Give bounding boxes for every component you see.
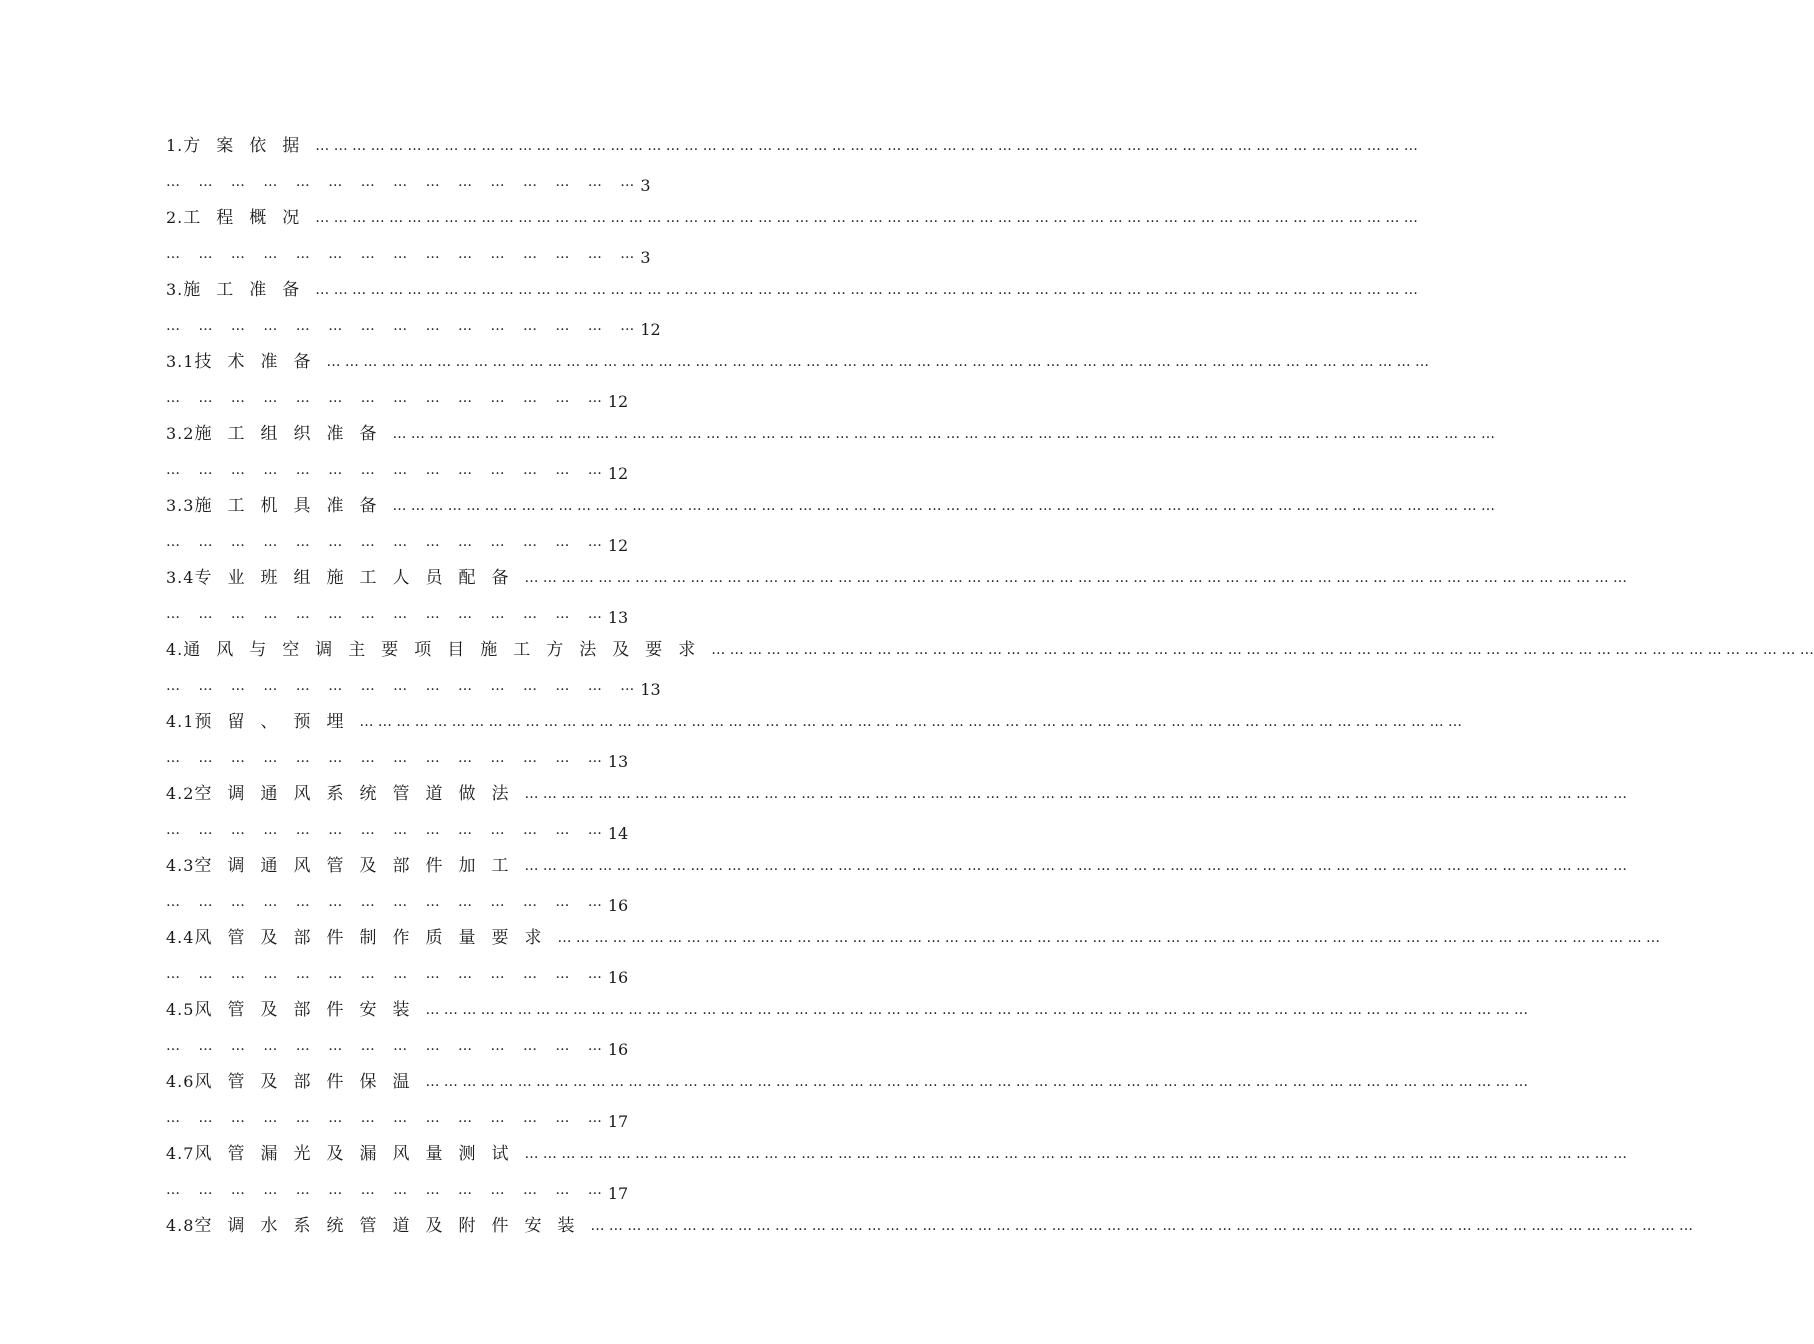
toc-entry-title: 施工组织准备 (194, 424, 393, 444)
toc-entry-number: 4.1 (166, 712, 195, 731)
toc-entry[interactable] (166, 992, 1529, 1064)
toc-entry-line (166, 344, 1430, 380)
toc-entry-title: 施工机具准备 (194, 496, 393, 516)
dot-leader: … … … … … … … … … … … … … … (166, 966, 602, 982)
dot-leader: … … … … … … … … … … … … … … … … … … … … … … … … … … … … … … … … … … … … … … … … … … … … … … … … … … … … … … … … … … … … (425, 1002, 1529, 1018)
toc-entry[interactable] (166, 416, 1496, 488)
toc-entry-title: 方案依据 (183, 136, 316, 156)
toc-entry-continuation (166, 236, 840, 272)
toc-entry-title: 空调通风系统管道做法 (194, 784, 525, 804)
toc-entry-continuation (166, 380, 840, 416)
toc-entry-number: 4.4 (166, 928, 195, 947)
dot-leader: … … … … … … … … … … … … … … … … … … … … … … … … … … … … … … … … … … … … … … … … … … … … … … … … … … … … … … … … … … … … (524, 570, 1628, 586)
dot-leader: … … … … … … … … … … … … … … (166, 750, 602, 766)
dot-leader: … … … … … … … … … … … … … … … … … … … … … … … … … … … … … … … … … … … … … … … … … … … … … … … … … … … … … … … … … … … … (425, 1074, 1529, 1090)
toc-entry-line (166, 992, 1529, 1028)
toc-entry-title: 空调通风管及部件加工 (194, 856, 525, 876)
toc-entry-page-number: 13 (607, 752, 629, 771)
toc-entry-number: 4.3 (166, 856, 195, 875)
dot-leader: … … … … … … … … … … … … … … … (166, 174, 635, 190)
toc-entry-line (166, 776, 1628, 812)
toc-entry-number: 4. (166, 640, 184, 659)
toc-entry-line (166, 128, 1418, 164)
toc-entry-title: 预留、预埋 (194, 712, 360, 732)
toc-entry-line (166, 488, 1496, 524)
dot-leader: … … … … … … … … … … … … … … (166, 534, 602, 550)
toc-entry-continuation (166, 1100, 840, 1136)
toc-entry-page-number: 13 (640, 680, 661, 699)
toc-entry-line (166, 704, 1463, 740)
toc-entry[interactable] (166, 1208, 1694, 1244)
toc-entry-number: 2. (166, 208, 184, 227)
dot-leader: … … … … … … … … … … … … … … (166, 1110, 602, 1126)
toc-entry-continuation (166, 164, 840, 200)
toc-entry[interactable] (166, 776, 1628, 848)
table-of-contents (166, 128, 1814, 1244)
toc-entry-number: 4.7 (166, 1144, 195, 1163)
toc-entry-continuation (166, 452, 840, 488)
toc-entry-page-number: 16 (607, 896, 629, 915)
toc-entry-line (166, 200, 1418, 236)
dot-leader: … … … … … … … … … … … … … … (166, 822, 602, 838)
toc-entry-continuation (166, 956, 840, 992)
toc-entry-line (166, 416, 1496, 452)
dot-leader: … … … … … … … … … … … … … … (166, 1038, 602, 1054)
toc-entry-continuation (166, 668, 840, 704)
dot-leader: … … … … … … … … … … … … … … (166, 1182, 602, 1198)
toc-entry[interactable] (166, 632, 1814, 704)
toc-entry-number: 3. (166, 280, 184, 299)
dot-leader: … … … … … … … … … … … … … … … … … … … … … … … … … … … … … … … … … … … … … … … … … … … … … … … … … … … … … … … … … … … … (524, 858, 1628, 874)
toc-entry-continuation (166, 524, 840, 560)
toc-entry-continuation (166, 308, 840, 344)
toc-entry-page-number: 12 (640, 320, 661, 339)
toc-entry[interactable] (166, 1064, 1529, 1136)
toc-entry-page-number: 3 (640, 176, 651, 195)
toc-entry-title: 风管及部件制作质量要求 (194, 928, 558, 948)
toc-entry-number: 3.3 (166, 496, 195, 515)
toc-entry-line (166, 920, 1661, 956)
toc-entry-line (166, 1136, 1628, 1172)
toc-entry-page-number: 14 (607, 824, 629, 843)
dot-leader: … … … … … … … … … … … … … … … … … … … … … … … … … … … … … … … … … … … … … … … … … … … … … … … … … … … … … … … … … … … … (524, 1146, 1628, 1162)
toc-entry[interactable] (166, 560, 1628, 632)
dot-leader: … … … … … … … … … … … … … … … … … … … … … … … … … … … … … … … … … … … … … … … … … … … … … … … … … … … … … … … … … … … … (326, 354, 1430, 370)
dot-leader: … … … … … … … … … … … … … … … … … … … … … … … … … … … … … … … … … … … … … … … … … … … … … … … … … … … … … … … … … … … … (557, 930, 1661, 946)
dot-leader: … … … … … … … … … … … … … … (166, 606, 602, 622)
toc-entry-line (166, 1064, 1529, 1100)
toc-entry-page-number: 12 (607, 464, 629, 483)
toc-entry[interactable] (166, 848, 1628, 920)
toc-entry-page-number: 17 (607, 1184, 629, 1203)
dot-leader: … … … … … … … … … … … … … … … … … … … … … … … … … … … … … … … … … … … … … … … … … … … … … … … … … … … … … … … … … … … … (524, 786, 1628, 802)
toc-entry-page-number: 3 (640, 248, 651, 267)
dot-leader: … … … … … … … … … … … … … … … (166, 318, 635, 334)
toc-entry-continuation (166, 740, 840, 776)
toc-entry-number: 3.4 (166, 568, 195, 587)
toc-entry-continuation (166, 596, 840, 632)
toc-entry-continuation (166, 884, 840, 920)
toc-entry-continuation (166, 1028, 840, 1064)
toc-entry-continuation (166, 812, 840, 848)
dot-leader: … … … … … … … … … … … … … … … … … … … … … … … … … … … … … … … … … … … … … … … … … … … … … … … … … … … … … … … … … … … … (392, 498, 1496, 514)
toc-entry-title: 空调水系统管道及附件安装 (194, 1216, 591, 1236)
toc-entry-line (166, 1208, 1694, 1244)
toc-entry-title: 风管及部件保温 (194, 1072, 426, 1092)
toc-entry-line (166, 272, 1418, 308)
toc-entry-title: 技术准备 (194, 352, 327, 372)
toc-entry-number: 3.2 (166, 424, 195, 443)
toc-entry[interactable] (166, 920, 1661, 992)
toc-entry-number: 1. (166, 136, 184, 155)
toc-entry-line (166, 848, 1628, 884)
toc-entry[interactable] (166, 344, 1430, 416)
toc-entry-page-number: 12 (607, 392, 629, 411)
toc-entry-line (166, 560, 1628, 596)
toc-entry[interactable] (166, 704, 1463, 776)
toc-entry-title: 通风与空调主要项目施工方法及要求 (183, 640, 712, 660)
dot-leader: … … … … … … … … … … … … … … (166, 894, 602, 910)
dot-leader: … … … … … … … … … … … … … … … … … … … … … … … … … … … … … … … … … … … … … … … … … … … … … … … … … … … … … … … … … … … … (315, 210, 1418, 226)
dot-leader: … … … … … … … … … … … … … … … … … … … … … … … … … … … … … … … … … … … … … … … … … … … … … … … … … … … … … … … … … … … … (392, 426, 1496, 442)
toc-entry[interactable] (166, 488, 1496, 560)
toc-entry-page-number: 16 (607, 968, 629, 987)
dot-leader: … … … … … … … … … … … … … … … … … … … … … … … … … … … … … … … … … … … … … … … … … … … … … … … … … … … … … … … … … … … … (711, 642, 1814, 658)
toc-entry-number: 3.1 (166, 352, 195, 371)
toc-entry[interactable] (166, 200, 1418, 272)
toc-entry-line (166, 632, 1814, 668)
toc-entry-number: 4.5 (166, 1000, 195, 1019)
dot-leader: … … … … … … … … … … … … … … … … … … … … … … … … … … … … … … … … … … … … … … … … … … … … … … … … … … … … … … … … … … … … (359, 714, 1463, 730)
toc-entry-title: 工程概况 (183, 208, 316, 228)
toc-entry-page-number: 12 (607, 536, 629, 555)
toc-entry-title: 专业班组施工人员配备 (194, 568, 525, 588)
toc-entry[interactable] (166, 272, 1418, 344)
dot-leader: … … … … … … … … … … … … … … (166, 390, 602, 406)
toc-entry-title: 风管漏光及漏风量测试 (194, 1144, 525, 1164)
toc-entry-continuation (166, 1172, 840, 1208)
toc-entry-title: 施工准备 (183, 280, 316, 300)
dot-leader: … … … … … … … … … … … … … … … … … … … … … … … … … … … … … … … … … … … … … … … … … … … … … … … … … … … … … … … … … … … … (590, 1218, 1694, 1234)
toc-entry-page-number: 16 (607, 1040, 629, 1059)
dot-leader: … … … … … … … … … … … … … … … (166, 678, 635, 694)
dot-leader: … … … … … … … … … … … … … … … (166, 246, 635, 262)
toc-entry-page-number: 17 (607, 1112, 629, 1131)
toc-entry-title: 风管及部件安装 (194, 1000, 426, 1020)
dot-leader: … … … … … … … … … … … … … … … … … … … … … … … … … … … … … … … … … … … … … … … … … … … … … … … … … … … … … … … … … … … … (315, 282, 1418, 298)
toc-entry-number: 4.8 (166, 1216, 195, 1235)
toc-entry-page-number: 13 (607, 608, 629, 627)
toc-entry-number: 4.2 (166, 784, 195, 803)
toc-entry[interactable] (166, 1136, 1628, 1208)
dot-leader: … … … … … … … … … … … … … … (166, 462, 602, 478)
toc-entry[interactable] (166, 128, 1418, 200)
toc-entry-number: 4.6 (166, 1072, 195, 1091)
dot-leader: … … … … … … … … … … … … … … … … … … … … … … … … … … … … … … … … … … … … … … … … … … … … … … … … … … … … … … … … … … … … (315, 138, 1418, 154)
